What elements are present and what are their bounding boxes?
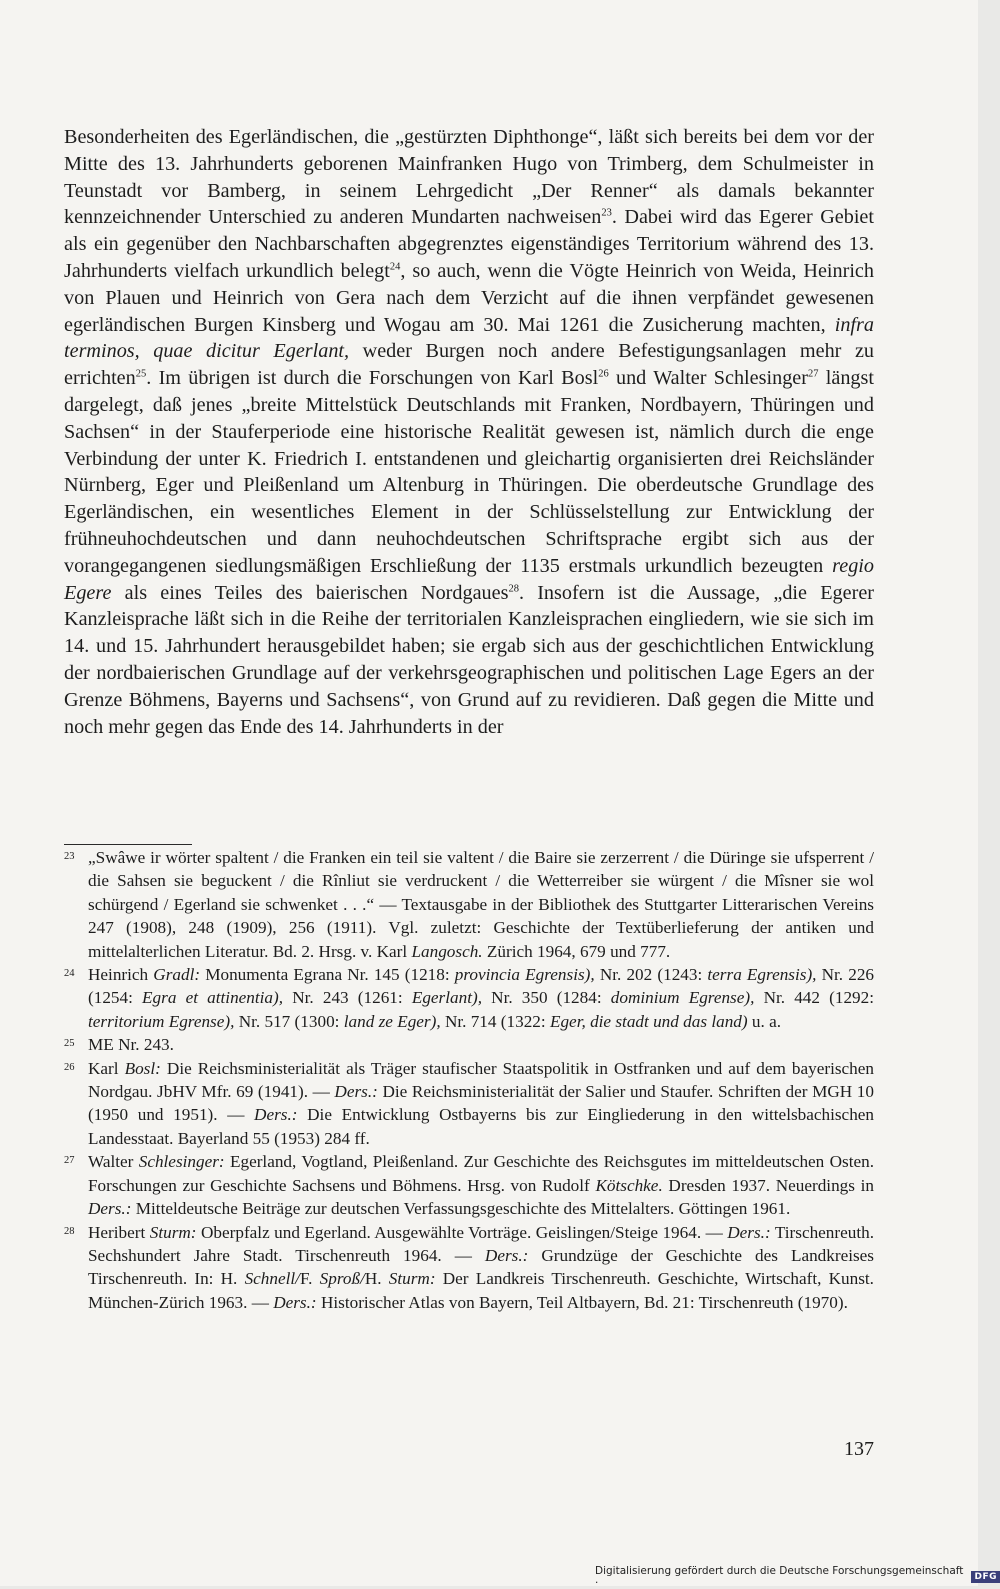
footnote-text: F. xyxy=(299,1269,320,1289)
footnote-text: H. xyxy=(364,1269,389,1289)
footnote-text: Die Reichsministerialität der Salier und Staufer. Schriften der MGH 10 (1950 und 1951). — xyxy=(88,1082,874,1125)
credit-text: Digitalisierung gefördert durch die Deutsche Forschungsgemeinschaft · xyxy=(595,1565,964,1589)
footnote-ref-23[interactable]: 23 xyxy=(601,207,612,219)
author-name: Sturm: xyxy=(149,1222,197,1242)
footnote-text: Nr. 243 (1261: xyxy=(283,988,412,1008)
text-run: . Dabei wird das Egerer Gebiet als ein gegenüber den Nachbarschaften abgegrenztes eigenständiges Territorium während des 13. Jahrhunderts vielfach urkundlich belegt xyxy=(64,206,875,282)
italic-quote: infra terminos, quae dicitur Egerlant, xyxy=(64,313,874,363)
footnote-text: Nr. 442 (1292: xyxy=(754,988,875,1008)
dfg-logo-icon: DFG xyxy=(971,1571,1000,1583)
text-run: längst dargelegt, daß jenes „breite Mittelstück Deutschlands mit Franken, Nordbayern, Thüringen und Sachsen“ in der Stauferperiode eine historische Realität gewesen ist, nämlich durch die enge Verbindung der unter K. Friedrich I. entstandenen und gleichartig organisierten drei Reichsländer Nürnberg, Eger und Pleißenland um Altenburg in Thüringen. Die oberdeutsche Grundlage des Egerländischen, ein wesentliches Element in der Schlüsselstellung zur Entwicklung der frühneuhochdeutschen und dann neuhochdeutschen Schriftsprache ergibt sich aus der vorangegangenen siedlungsmäßigen Erschließung der 1135 erstmals urkundlich bezeugten xyxy=(64,367,874,577)
footnote-text: Heribert xyxy=(88,1222,150,1242)
footnote-text: Nr. 202 (1243: xyxy=(594,965,708,985)
footnote-text: Oberpfalz und Egerland. Ausgewählte Vorträge. Geislingen/Steige 1964. — xyxy=(196,1222,728,1242)
footnote-text: „Swâwe ir wörter spaltent / die Franken ein teil sie valtent / die Baire sie zerzerrent / die Düringe sie ufsperrent / die Sahsen sie beguckent / die Rînliut sie verdruckent / die Wetterreiber sie würgent / die Mîsner sie wol schürgend / Egerland sie schwenket . . .“ — Textausgabe in der Bibliothek des Stuttgarter Litterarischen Vereins 247 (1908), 248 (1909), 256 (1911). Vgl. zuletzt: Geschichte der Textüberlieferung der antiken und mittelalterlichen Literatur. Bd. 2. Hrsg. v. Karl xyxy=(88,848,874,961)
author-name: Schnell/ xyxy=(244,1269,300,1289)
italic-term: Ders.: xyxy=(88,1199,132,1219)
footnote-26 xyxy=(64,1057,874,1151)
footnote-27 xyxy=(64,1150,874,1220)
text-run: , so auch, wenn die Vögte Heinrich von Weida, Heinrich von Plauen und Heinrich von Gera nach dem Verzicht auf die ihnen verpfändet gewesenen egerländischen Burgen Kinsberg und Wogau am 30. Mai 1261 die Zusicherung machten, xyxy=(64,259,874,336)
text-run: als eines Teiles des baierischen Nordgaues xyxy=(111,581,509,604)
text-run: . Im übrigen ist durch die Forschungen von Karl Bosl xyxy=(146,367,599,390)
footnote-text: Nr. 226 (1254: xyxy=(88,965,875,1008)
footnote-number: 23 xyxy=(64,851,75,862)
italic-term: Egerlant), xyxy=(411,988,482,1008)
footnote-text: Monumenta Egrana Nr. 145 (1218: xyxy=(200,965,455,985)
italic-term: Ders.: xyxy=(484,1245,529,1265)
footnote-text: Zürich 1964, 679 und 777. xyxy=(482,941,671,961)
footnote-25 xyxy=(64,1033,874,1056)
footnote-text: Die Reichsministerialität als Träger staufischer Staatspolitik in Ostfranken und auf dem bayerischen Nordgau. JbHV Mfr. 69 (1941). — xyxy=(88,1058,874,1102)
italic-term: Ders.: xyxy=(334,1082,378,1102)
author-name: Schlesinger: xyxy=(138,1152,225,1172)
italic-term: Eger, die stadt und das land) xyxy=(549,1011,748,1031)
italic-term: provincia Egrensis), xyxy=(454,965,595,985)
footnote-ref-24[interactable]: 24 xyxy=(389,261,401,273)
text-run: und Walter Schlesinger xyxy=(608,367,808,390)
italic-term: dominium Egrense), xyxy=(610,988,755,1008)
footnote-text: Nr. 517 (1300: xyxy=(234,1011,344,1031)
author-name: Kötschke. xyxy=(595,1175,663,1195)
author-name: Gradl: xyxy=(153,965,201,985)
text-run: Besonderheiten des Egerländischen, die „gestürzten Diphthonge“, läßt sich bereits bei dem vor der Mitte des 13. Jahrhunderts geborenen Mainfranken Hugo von Trimberg, dem Schulmeister in Teunstadt vor Bamberg, in seinem Lehrgedicht „Der Renner“ als damals bekannter kennzeichnender Unterschied zu anderen Mundarten nachweisen xyxy=(64,126,874,229)
author-name: Sturm: xyxy=(388,1269,436,1289)
author-name: Sproß/ xyxy=(319,1269,365,1289)
italic-term: Ders.: xyxy=(273,1292,317,1312)
footnote-text: Der Landkreis Tirschenreuth. Geschichte, Wirtschaft, Kunst. München-Zürich 1963. — xyxy=(88,1269,874,1312)
italic-term: land ze Eger), xyxy=(343,1011,441,1031)
text-run: weder Burgen noch andere Befestigungsanlagen mehr zu errichten xyxy=(64,340,874,390)
footnote-text: Grundzüge der Geschichte des Landkreises Tirschenreuth. In: H. xyxy=(88,1245,874,1289)
footnote-ref-25[interactable]: 25 xyxy=(135,368,147,380)
italic-term: terra Egrensis), xyxy=(707,965,817,985)
footnote-ref-26[interactable]: 26 xyxy=(598,368,609,380)
main-text xyxy=(64,124,874,740)
italic-term: Egra et attinentia), xyxy=(142,988,284,1008)
footnote-text: u. a. xyxy=(747,1011,782,1031)
footnote-text: Egerland, Vogtland, Pleißenland. Zur Geschichte des Reichsgutes im mitteldeutschen Osten. Forschungen zur Geschichte Sachsens und Böhmens. Hrsg. von Rudolf xyxy=(88,1152,874,1195)
digitization-credit xyxy=(595,1565,1000,1589)
text-run: . Insofern ist die Aussage, „die Egerer Kanzleisprache läßt sich in die Reihe der territorialen Kanzleisprachen eingliedern, wie sie sich im 14. und 15. Jahrhundert herausgebildet haben; sie ergab sich aus der geschichtlichen Entwicklung der nordbaierischen Grundlage auf der verkehrsgeographischen und politischen Lage Egers an der Grenze Böhmens, Bayerns und Sachsens“, von Grund auf zu revidieren. Daß gegen die Mitte und noch mehr gegen das Ende des 14. Jahrhunderts in der xyxy=(64,581,874,738)
footnote-ref-27[interactable]: 27 xyxy=(807,368,819,380)
footnote-23 xyxy=(64,846,874,963)
footnote-text: Tirschenreuth. Sechshundert Jahre Stadt. Tirschenreuth 1964. — xyxy=(88,1222,874,1265)
footnote-text: Historischer Atlas von Bayern, Teil Altbayern, Bd. 21: Tirschenreuth (1970). xyxy=(316,1292,848,1312)
footnote-number: 28 xyxy=(64,1225,75,1237)
footnote-text: Walter xyxy=(88,1152,139,1172)
footnote-28 xyxy=(64,1221,874,1315)
footnote-text: Nr. 350 (1284: xyxy=(482,988,611,1008)
footnote-text: Die Entwicklung Ostbayerns bis zur Eingliederung in den wittelsbachischen Landesstaat. Bayerland 55 (1953) 284 ff. xyxy=(88,1105,875,1148)
footnote-divider xyxy=(64,844,192,845)
italic-term: Ders.: xyxy=(727,1222,771,1242)
paragraph xyxy=(64,124,874,740)
author-name: Langosch. xyxy=(411,941,483,961)
footnote-text: Mitteldeutsche Beiträge zur deutschen Verfassungsgeschichte des Mittelalters. Göttingen 1961. xyxy=(131,1199,791,1219)
author-name: Bosl: xyxy=(124,1058,161,1078)
footnote-number: 24 xyxy=(64,968,75,980)
footnote-number: 27 xyxy=(64,1155,75,1167)
footnote-ref-28[interactable]: 28 xyxy=(508,582,519,594)
footnote-number: 25 xyxy=(64,1038,75,1050)
italic-term: regio Egere xyxy=(64,554,874,604)
footnote-24 xyxy=(64,963,874,1033)
footnote-text: Dresden 1937. Neuerdings in xyxy=(662,1175,874,1195)
italic-term: Ders.: xyxy=(254,1105,298,1125)
footnotes xyxy=(64,846,874,1314)
footnote-text: Karl xyxy=(88,1058,125,1078)
footnote-text: Heinrich xyxy=(88,965,154,985)
italic-term: territorium Egrense), xyxy=(88,1011,235,1031)
page-number: 137 xyxy=(844,1438,874,1460)
footnote-text: ME Nr. 243. xyxy=(88,1035,174,1055)
footnote-text: Nr. 714 (1322: xyxy=(440,1011,550,1031)
footnote-number: 26 xyxy=(64,1061,75,1073)
